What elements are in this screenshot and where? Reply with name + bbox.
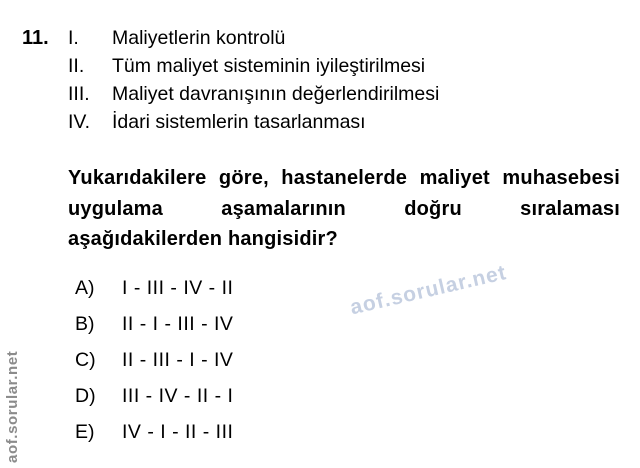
option-value: III - IV - II - I — [122, 385, 234, 407]
roman-item — [68, 24, 568, 52]
roman-item — [68, 80, 568, 108]
roman-item-text: İdari sistemlerin tasarlanması — [112, 111, 366, 133]
roman-numeral: IV. — [68, 111, 91, 133]
option-value: II - I - III - IV — [122, 313, 234, 335]
roman-item — [68, 52, 568, 80]
option-letter: E) — [75, 421, 95, 443]
option-letter: A) — [75, 277, 95, 299]
roman-numeral: I. — [68, 27, 79, 49]
option-value: IV - I - II - III — [122, 421, 234, 443]
diagonal-watermark: aof.sorular.net — [348, 261, 509, 320]
vertical-watermark: aof.sorular.net — [4, 350, 21, 463]
question-text: Yukarıdakilere göre, hastanelerde maliyet muhasebesi uygulama aşamalarının doğru sıralaması aşağıdakilerden hangisidir? — [68, 167, 620, 250]
option-value: I - III - IV - II — [122, 277, 234, 299]
options-list — [75, 270, 233, 450]
roman-numeral: III. — [68, 83, 90, 105]
option-row-c — [75, 342, 233, 378]
roman-item-text: Maliyetlerin kontrolü — [112, 27, 286, 49]
option-value: II - III - I - IV — [122, 349, 234, 371]
option-letter: C) — [75, 349, 96, 371]
option-row-b — [75, 306, 233, 342]
roman-item-text: Tüm maliyet sisteminin iyileştirilmesi — [112, 55, 426, 77]
roman-item — [68, 108, 568, 136]
roman-item-text: Maliyet davranışının değerlendirilmesi — [112, 83, 440, 105]
option-row-d — [75, 378, 233, 414]
option-row-a — [75, 270, 233, 306]
option-letter: B) — [75, 313, 95, 335]
option-letter: D) — [75, 385, 96, 407]
roman-numeral: II. — [68, 55, 85, 77]
roman-list — [68, 24, 568, 136]
option-row-e — [75, 414, 233, 450]
question-number: 11. — [22, 27, 49, 49]
